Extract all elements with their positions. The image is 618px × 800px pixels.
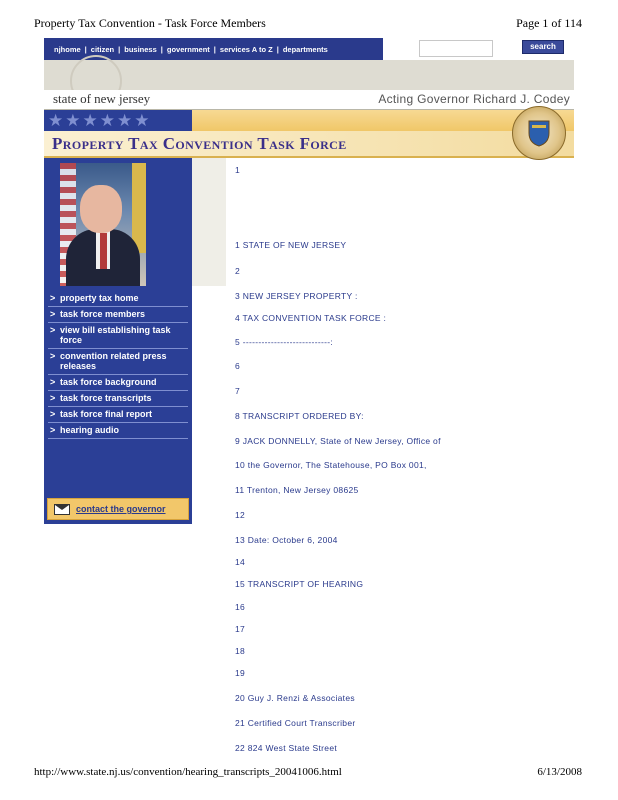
sidebar-item-transcripts[interactable]: > task force transcripts bbox=[48, 391, 188, 407]
contact-governor-button[interactable] bbox=[47, 498, 189, 520]
transcript-line: 7 bbox=[235, 386, 241, 396]
chevron-right-icon: > bbox=[50, 393, 56, 403]
transcript-line: 11 Trenton, New Jersey 08625 bbox=[235, 485, 359, 495]
transcript-line: 3 NEW JERSEY PROPERTY : bbox=[235, 291, 358, 301]
nav-separator: | bbox=[84, 44, 87, 54]
nav-business[interactable]: business bbox=[124, 44, 157, 54]
print-url: http://www.state.nj.us/convention/hearing_transcripts_20041006.html bbox=[34, 766, 342, 778]
nav-services[interactable]: services A to Z bbox=[219, 44, 273, 54]
chevron-right-icon: > bbox=[50, 377, 56, 387]
print-date: 6/13/2008 bbox=[537, 766, 582, 778]
chevron-right-icon: > bbox=[50, 351, 56, 361]
nav-njhome[interactable]: njhome bbox=[54, 44, 81, 54]
chevron-right-icon: > bbox=[50, 325, 56, 335]
chevron-right-icon: > bbox=[50, 293, 56, 303]
transcript-line: 21 Certified Court Transcriber bbox=[235, 718, 356, 728]
stars-band: ★★★★★★ bbox=[44, 110, 192, 131]
print-title: Property Tax Convention - Task Force Members bbox=[34, 16, 266, 30]
state-flag-icon bbox=[132, 163, 146, 253]
page-title: Property Tax Convention Task Force bbox=[52, 134, 347, 153]
transcript-line: 1 bbox=[235, 165, 241, 175]
governor-portrait bbox=[60, 163, 146, 286]
transcript-line: 5 ----------------------------: bbox=[235, 337, 334, 347]
nav-departments[interactable]: departments bbox=[282, 44, 328, 54]
transcript-line: 10 the Governor, The Statehouse, PO Box 001, bbox=[235, 460, 427, 470]
nav-citizen[interactable]: citizen bbox=[90, 44, 115, 54]
sidebar-item-press-releases[interactable]: > convention related press releases bbox=[48, 349, 188, 375]
nav-separator: | bbox=[276, 44, 279, 54]
sidebar-item-view-bill[interactable]: > view bill establishing task force bbox=[48, 323, 188, 349]
sidebar-item-task-force-members[interactable]: > task force members bbox=[48, 307, 188, 323]
transcript-line: 6 bbox=[235, 361, 241, 371]
nav-separator: | bbox=[213, 44, 216, 54]
print-header bbox=[34, 16, 582, 32]
chevron-right-icon: > bbox=[50, 425, 56, 435]
transcript-line: 18 bbox=[235, 646, 246, 656]
chevron-right-icon: > bbox=[50, 409, 56, 419]
transcript-line: 4 TAX CONVENTION TASK FORCE : bbox=[235, 313, 387, 323]
contact-governor-label: contact the governor bbox=[76, 504, 166, 514]
nav-government[interactable]: government bbox=[166, 44, 210, 54]
transcript-line: 14 bbox=[235, 557, 246, 567]
transcript-line: 1 STATE OF NEW JERSEY bbox=[235, 240, 347, 250]
transcript-line: 19 bbox=[235, 668, 246, 678]
chevron-right-icon: > bbox=[50, 309, 56, 319]
sidebar-item-background[interactable]: > task force background bbox=[48, 375, 188, 391]
transcript-line: 17 bbox=[235, 624, 246, 634]
transcript-line: 2 bbox=[235, 266, 241, 276]
sidebar-item-hearing-audio[interactable]: > hearing audio bbox=[48, 423, 188, 439]
nav-separator: | bbox=[160, 44, 163, 54]
transcript-line: 8 TRANSCRIPT ORDERED BY: bbox=[235, 411, 364, 421]
nav-separator: | bbox=[118, 44, 121, 54]
transcript-line: 9 JACK DONNELLY, State of New Jersey, Office of bbox=[235, 436, 441, 446]
sidebar-nav bbox=[48, 291, 188, 439]
transcript-line: 13 Date: October 6, 2004 bbox=[235, 535, 338, 545]
sidebar-item-property-tax-home[interactable]: > property tax home bbox=[48, 291, 188, 307]
transcript-line: 15 TRANSCRIPT OF HEARING bbox=[235, 579, 364, 589]
search-input[interactable] bbox=[419, 40, 493, 57]
print-footer bbox=[34, 766, 582, 782]
state-name: state of new jersey bbox=[53, 91, 151, 106]
banner-top bbox=[44, 60, 574, 90]
governor-name: Acting Governor Richard J. Codey bbox=[378, 92, 570, 106]
sidebar-stripe bbox=[192, 158, 226, 286]
transcript-line: 20 Guy J. Renzi & Associates bbox=[235, 693, 355, 703]
state-seal-icon bbox=[512, 106, 566, 160]
shield-icon bbox=[527, 119, 551, 147]
print-page-number: Page 1 of 114 bbox=[516, 16, 582, 30]
sidebar-item-final-report[interactable]: > task force final report bbox=[48, 407, 188, 423]
transcript-line: 22 824 West State Street bbox=[235, 743, 338, 753]
envelope-icon bbox=[54, 504, 70, 515]
search-button[interactable]: search bbox=[522, 40, 564, 54]
transcript-line: 12 bbox=[235, 510, 246, 520]
transcript-line: 16 bbox=[235, 602, 246, 612]
